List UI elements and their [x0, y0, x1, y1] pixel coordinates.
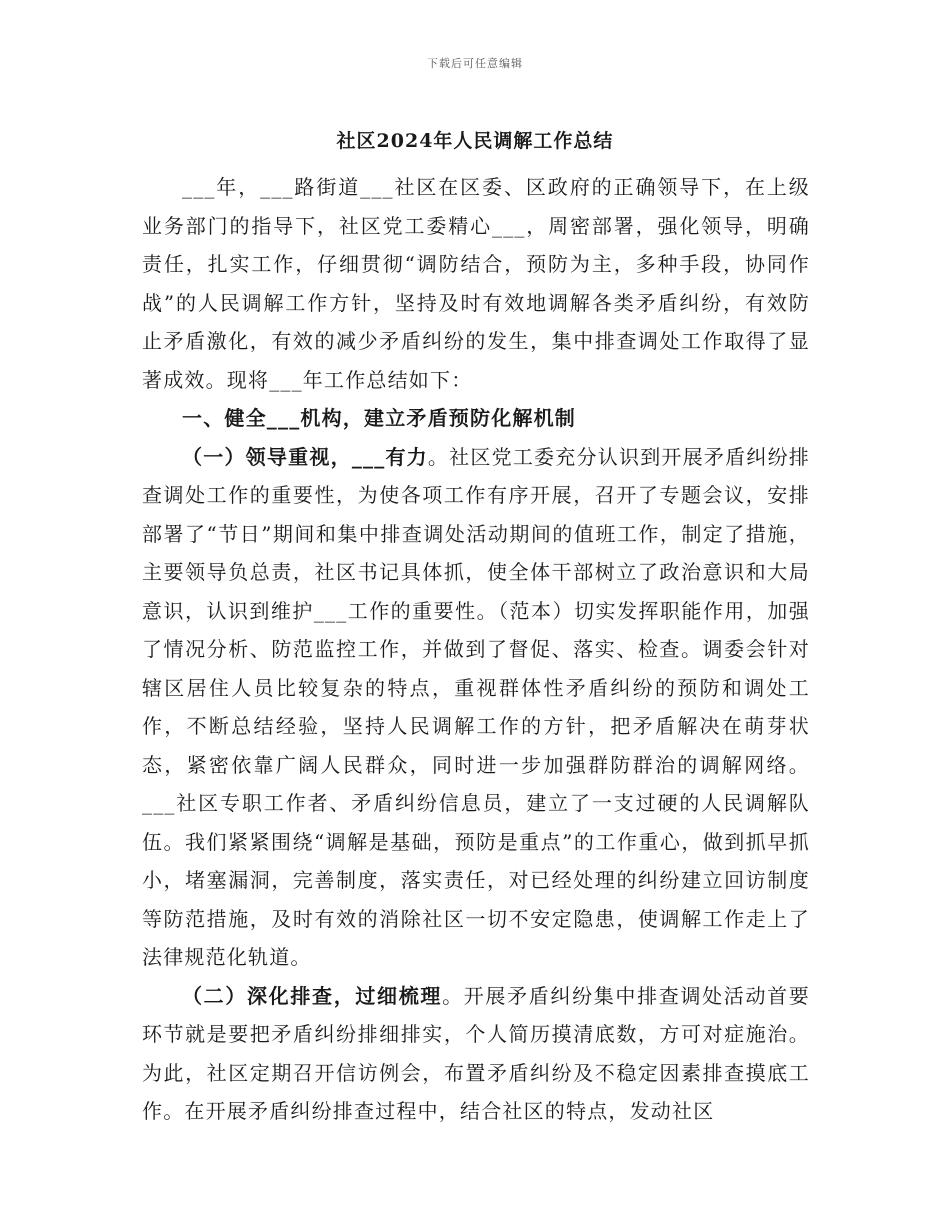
subsection-1-text: 。社区党工委充分认识到开展矛盾纠纷排查调处工作的重要性，为使各项工作有序开展，召开了专题会议，安排部署了“节日”期间和集中排查调处活动期间的值班工作，制定了措施，主要领导负总责，社区书记具体抓，使全体干部树立了政治意识和大局意识，认识到维护___工作的重要性。（范本）切实发挥职能作用，加强了情况分析、防范监控工作，并做到了督促、落实、检查。调委会针对辖区居住人员比较复杂的特点，重视群体性矛盾纠纷的预防和调处工作，不断总结经验，坚持人民调解工作的方针，把矛盾解决在萌芽状态，紧密依靠广阔人民群众，同时进一步加强群防群治的调解网络。___社区专职工作者、矛盾纠纷信息员，建立了一支过硬的人民调解队伍。我们紧紧围绕“调解是基础，预防是重点”的工作重心，做到抓早抓小，堵塞漏洞，完善制度，落实责任，对已经处理的纠纷建立回访制度等防范措施，及时有效的消除社区一切不安定隐患，使调解工作走上了法律规范化轨道。 [142, 444, 810, 969]
subsection-2-text: 。开展矛盾纠纷集中排查调处活动首要环节就是要把矛盾纠纷排细排实，个人简历摸清底数，方可对症施治。为此，社区定期召开信访例会，布置矛盾纠纷及不稳定因素排查摸底工作。在开展矛盾纠纷排查过程中，结合社区的特点，发动社区 [142, 983, 810, 1123]
subsection-2-lead: （二）深化排查，过细梳理 [182, 983, 443, 1008]
document-title: 社区2024年人民调解工作总结 [336, 130, 614, 152]
subsection-1-paragraph [142, 438, 810, 977]
header-note: 下载后可任意编辑 [427, 57, 523, 70]
section-heading: 一、健全___机构，建立矛盾预防化解机制 [182, 406, 576, 430]
intro-paragraph: ___年，___路街道___社区在区委、区政府的正确领导下，在上级业务部门的指导下，社区党工委精心___，周密部署，强化领导，明确责任，扎实工作，仔细贯彻“调防结合，预防为主，多种手段，协同作战”的人民调解工作方针，坚持及时有效地调解各类矛盾纠纷，有效防止矛盾激化，有效的减少矛盾纠纷的发生，集中排查调处工作取得了显著成效。现将___年工作总结如下： [142, 175, 810, 392]
document-body [142, 168, 810, 1131]
subsection-1-lead: （一）领导重视，___有力 [182, 444, 428, 469]
subsection-2-paragraph [142, 977, 810, 1131]
